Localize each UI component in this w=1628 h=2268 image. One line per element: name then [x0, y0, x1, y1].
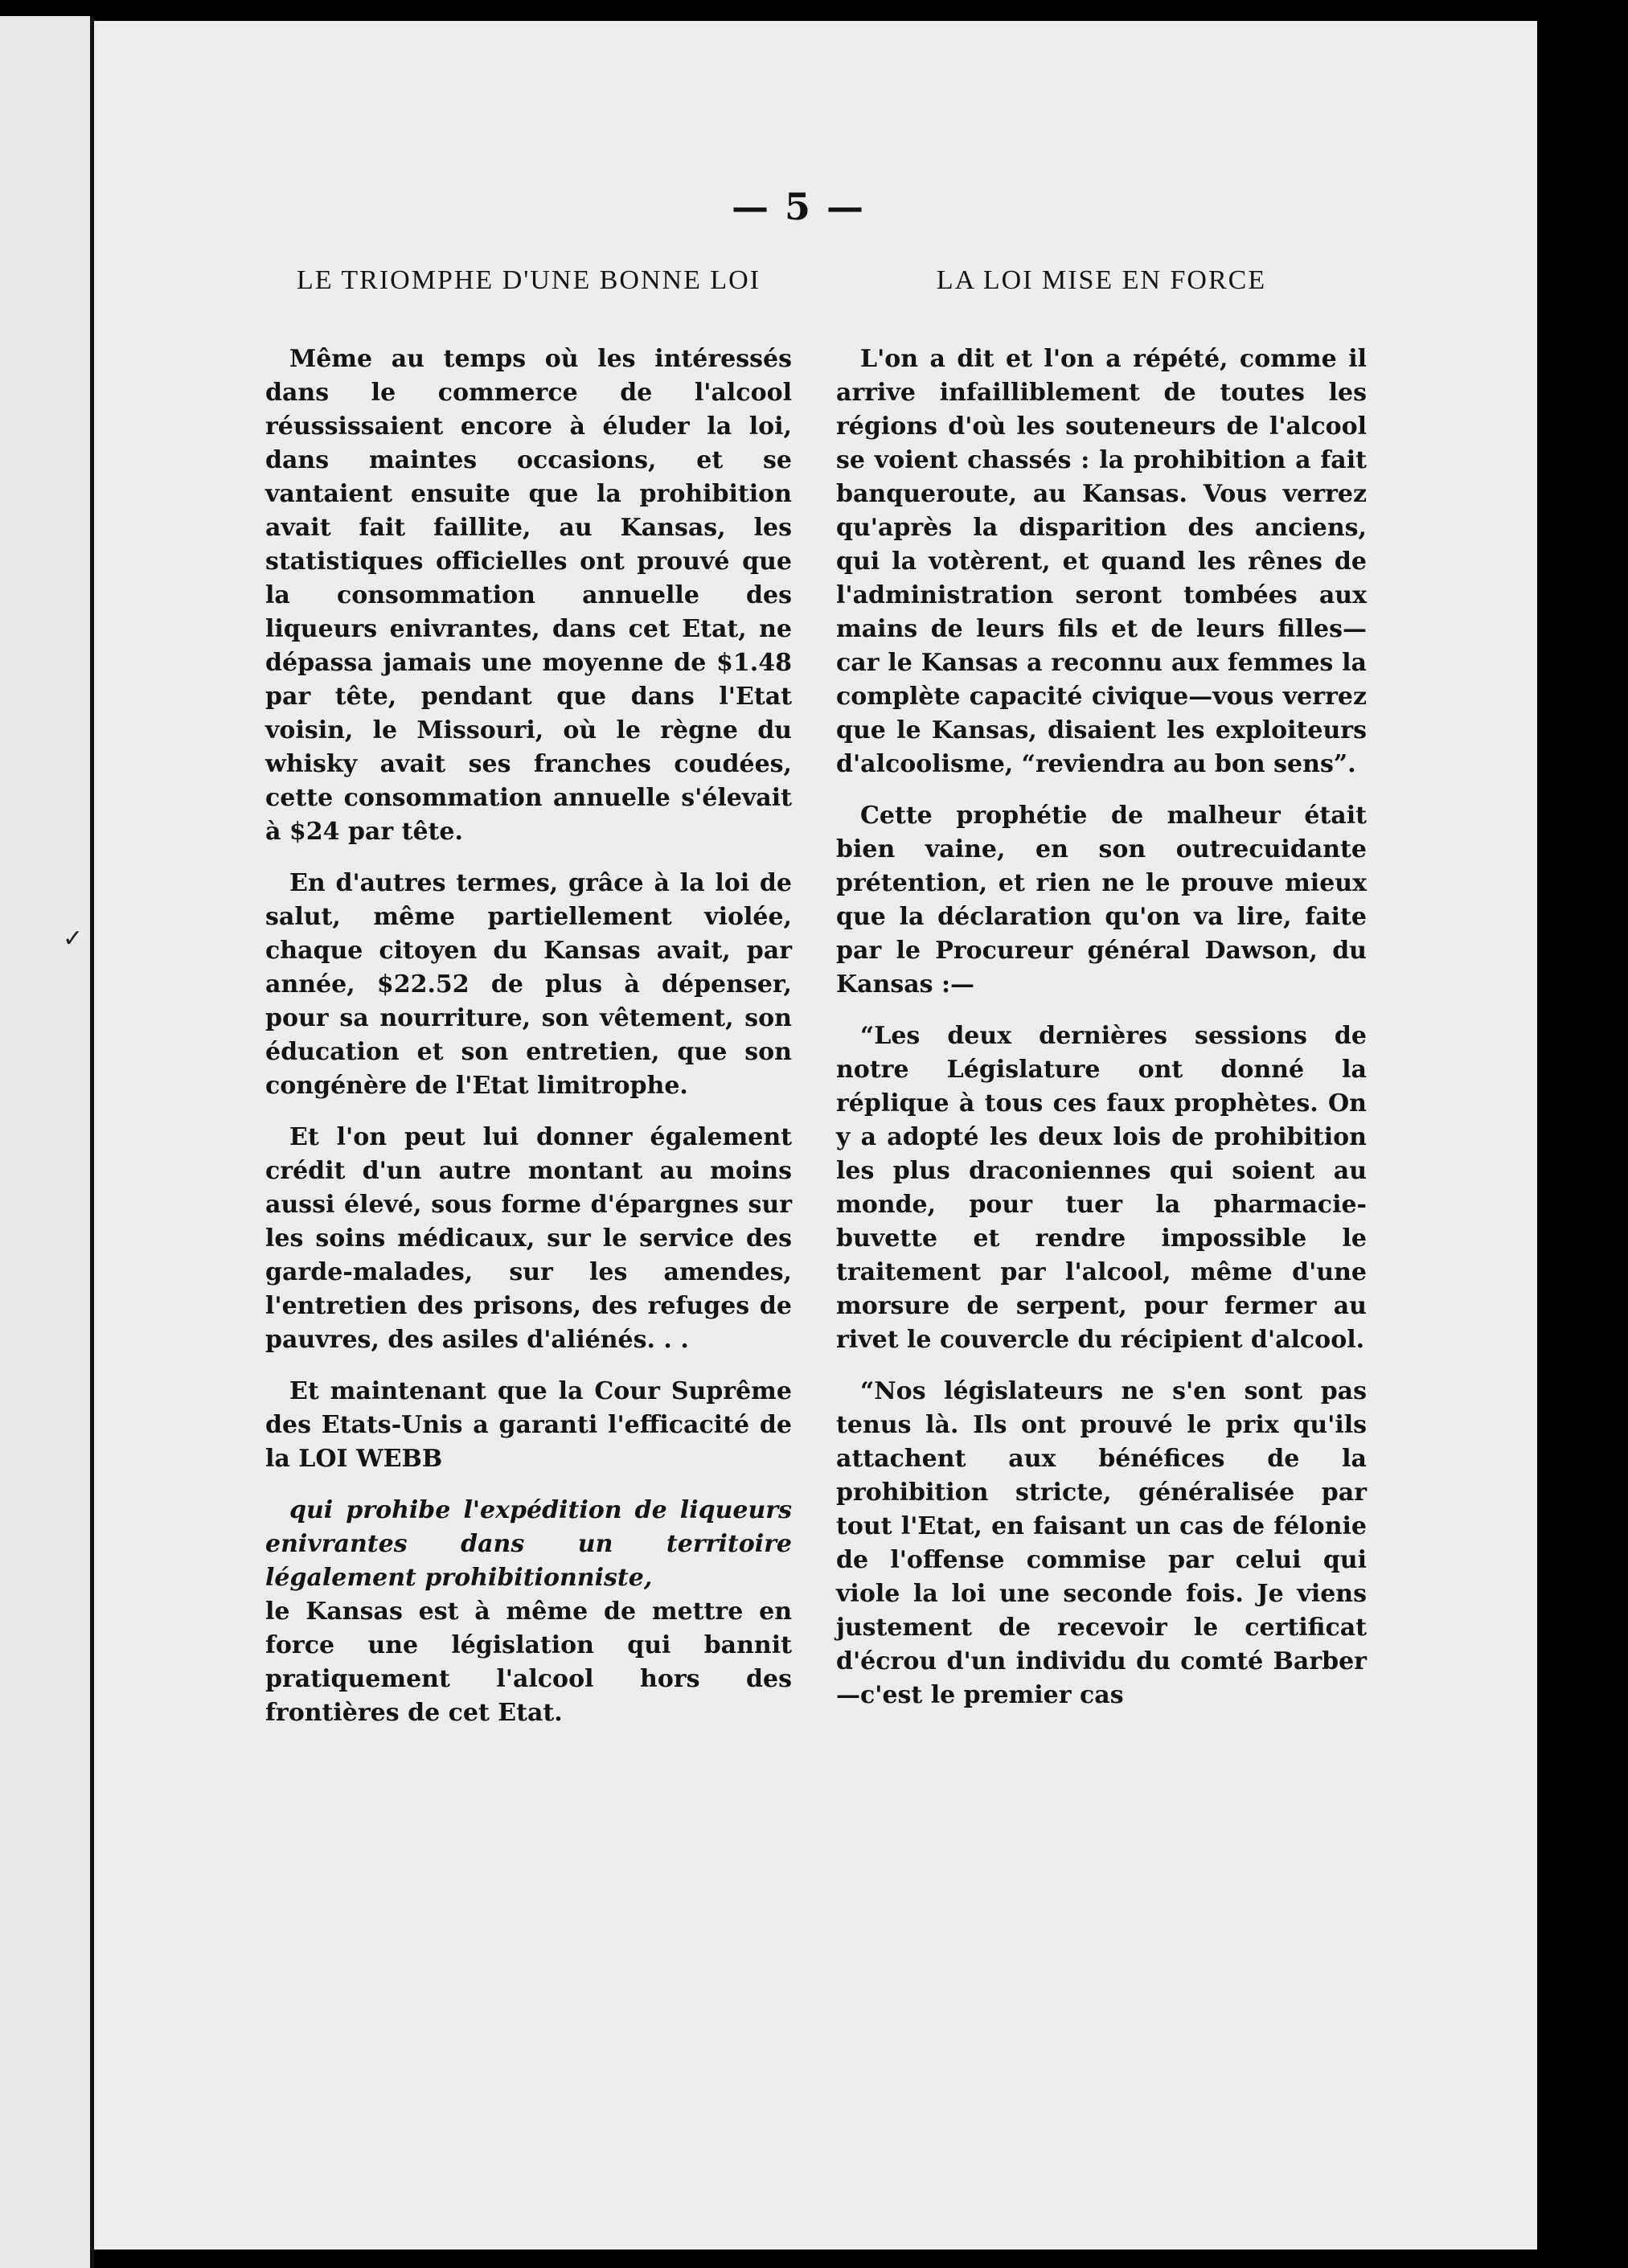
paragraph: L'on a dit et l'on a répété, comme il arrive infailliblement de toutes les régions d'où les souteneurs de l'alcool se voient chassés : la prohibition a fait banqueroute, au Kansas. Vous verrez qu'après la disparition des anciens, qui la votèrent, et quand les rênes de l'administration seront tombées aux mains de leurs fils et de leurs filles—car le Kansas a reconnu aux femmes la complète capacité civique—vous verrez que le Kansas, disaient les exploiteurs d'alcoolisme, “reviendra au bon sens”.: [836, 345, 1367, 778]
right-column-heading: LA LOI MISE EN FORCE: [936, 265, 1267, 295]
left-column: [265, 265, 792, 1748]
paragraph: Cette prophétie de malheur était bien vaine, en son outrecuidante prétention, et rien ne le prouve mieux que la déclaration qu'on va lire, faite par le Procureur général Dawson, du Kansas :—: [836, 802, 1367, 999]
right-column: [836, 265, 1367, 1730]
paragraph: Et maintenant que la Cour Suprême des Etats-Unis a garanti l'efficacité de la LOI WEBB: [265, 1377, 792, 1473]
page-number: — 5 —: [732, 185, 866, 228]
left-column-heading: LE TRIOMPHE D'UNE BONNE LOI: [296, 265, 761, 295]
margin-mark: ✓: [63, 925, 84, 953]
paragraph: Même au temps où les intéressés dans le commerce de l'alcool réussissaient encore à éluder la loi, dans maintes occasions, et se vantaient ensuite que la prohibition avait fait faillite, au Kansas, les statistiques officielles ont prouvé que la consommation annuelle des liqueurs enivrantes, dans cet Etat, ne dépassa jamais une moyenne de $1.48 par tête, pendant que dans l'Etat voisin, le Missouri, où le règne du whisky avait ses franches coudées, cette consommation annuelle s'élevait à $24 par tête.: [265, 345, 792, 846]
paragraph: En d'autres termes, grâce à la loi de salut, même partiellement violée, chaque citoyen du Kansas avait, par année, $22.52 de plus à dépenser, pour sa nourriture, son vêtement, son éducation et son entretien, que son congénère de l'Etat limitrophe.: [265, 869, 792, 1100]
paragraph: “Nos législateurs ne s'en sont pas tenus là. Ils ont prouvé le prix qu'ils attachent aux bénéfices de la prohibition stricte, généralisée par tout l'Etat, en faisant un cas de félonie de l'offense commise par celui qui viole la loi une seconde fois. Je viens justement de recevoir le certificat d'écrou d'un individu du comté Barber—c'est le premier cas: [836, 1377, 1367, 1709]
closing-paragraph: le Kansas est à même de mettre en force une législation qui bannit pratiquement l'alcool hors des frontières de cet Etat.: [265, 1597, 792, 1727]
paragraph: “Les deux dernières sessions de notre Législature ont donné la réplique à tous ces faux prophètes. On y a adopté les deux lois de prohibition les plus draconiennes qui soient au monde, pour tuer la pharmacie-buvette et rendre impossible le traitement par l'alcool, même d'une morsure de serpent, pour fermer au rivet le couvercle du récipient d'alcool.: [836, 1022, 1367, 1354]
italic-paragraph: qui prohibe l'expédition de liqueurs enivrantes dans un territoire légalement prohibitionniste,: [265, 1496, 792, 1592]
paragraph: Et l'on peut lui donner également crédit d'un autre montant au moins aussi élevé, sous forme d'épargnes sur les soins médicaux, sur le service des garde-malades, sur les amendes, l'entretien des prisons, des refuges de pauvres, des asiles d'aliénés. . .: [265, 1123, 792, 1354]
facing-page-edge: [0, 16, 94, 2268]
